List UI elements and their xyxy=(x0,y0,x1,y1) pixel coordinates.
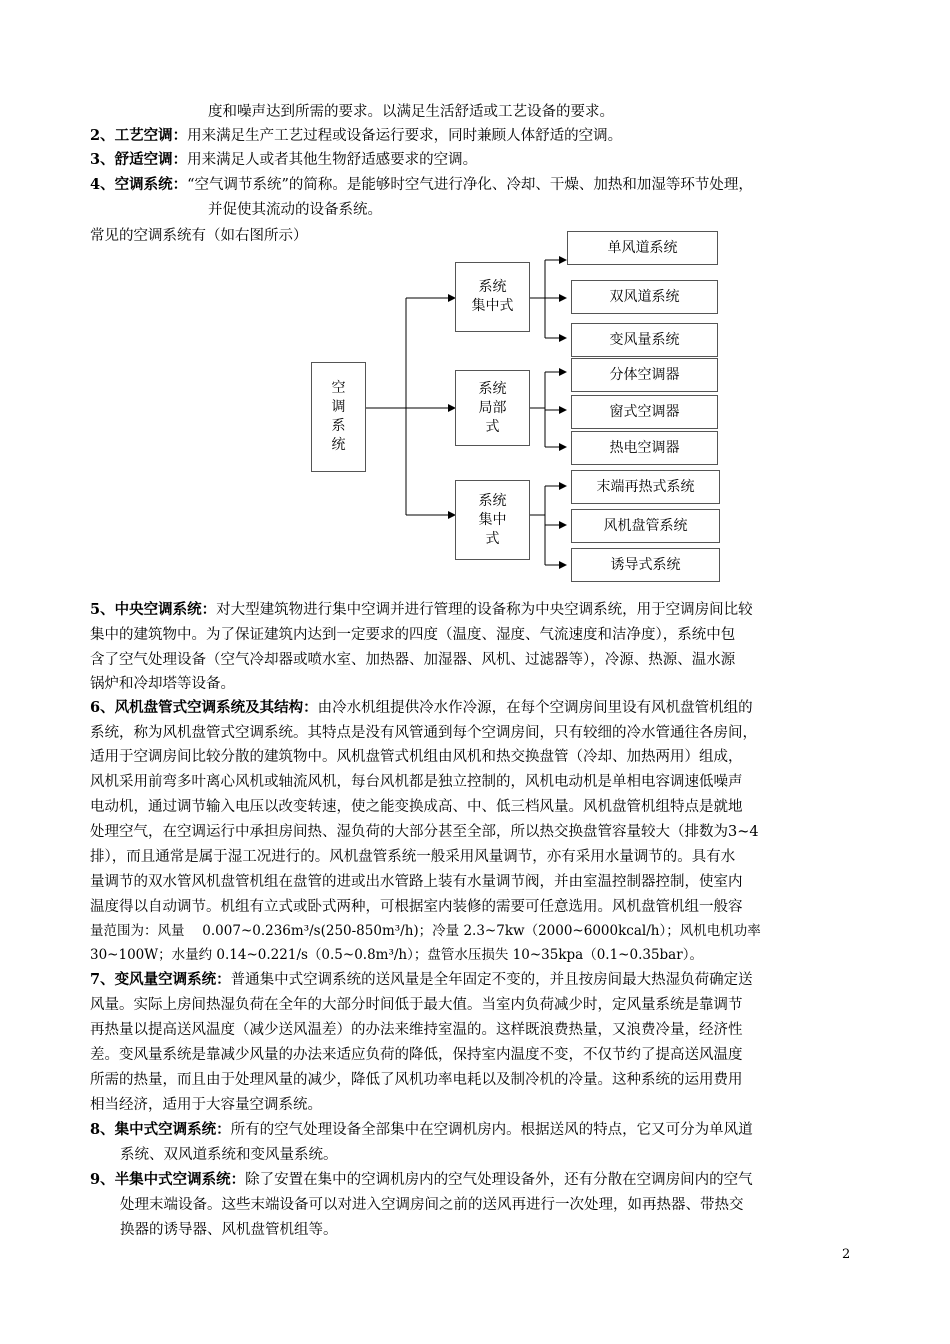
paragraph-6-line: 量调节的双水管风机盘管机组在盘管的进或出水管路上装有水量调节阀，并由室温控制器控制，使室内 xyxy=(90,874,743,890)
root-char: 系 xyxy=(331,418,346,434)
paragraph-9-line xyxy=(90,1170,753,1190)
paragraph-6-line: 风机采用前弯多叶离心风机或轴流风机，每台风机都是独立控制的，风机电动机是单相电容调速低噪声 xyxy=(90,774,743,790)
paragraph-9-line: 换器的诱导器、风机盘管机组等。 xyxy=(120,1222,338,1238)
text-line: 并促使其流动的设备系统。 xyxy=(208,202,382,218)
diagram-group-box xyxy=(455,262,530,332)
paragraph-7-line: 所需的热量，而且由于处理风量的减少，降低了风机功率电耗以及制冷机的冷量。这种系统的运用费用 xyxy=(90,1072,743,1088)
diagram-item-box: 分体空调器 xyxy=(571,358,718,392)
paragraph-7-line: 风量。实际上房间热湿负荷在全年的大部分时间低于最大值。当室内负荷减少时，定风量系统是靠调节 xyxy=(90,997,743,1013)
paragraph-7-line: 相当经济，适用于大容量空调系统。 xyxy=(90,1097,322,1113)
group-label: 系统 xyxy=(478,492,507,509)
term: 5、中央空调系统： xyxy=(90,601,217,618)
term: 9、半集中式空调系统： xyxy=(90,1171,246,1188)
paragraph-6-line: 30~100W；水量约 0.14~0.221/s（0.5~0.8m³/h）；盘管水压损失 10~35kpa（0.1~0.35bar）。 xyxy=(90,947,703,963)
paragraph-5-line xyxy=(90,600,753,620)
diagram-item-box: 窗式空调器 xyxy=(571,395,718,429)
term: 4、空调系统： xyxy=(90,176,188,193)
root-char: 统 xyxy=(331,437,346,453)
paragraph-6-line: 系统，称为风机盘管式空调系统。其特点是没有风管通到每个空调房间，只有较细的冷水管通往各房间， xyxy=(90,725,757,741)
diagram-item-box: 双风道系统 xyxy=(571,280,718,314)
group-label: 集中 xyxy=(478,511,507,528)
paragraph-5-line: 锅炉和冷却塔等设备。 xyxy=(90,676,235,692)
term: 8、集中式空调系统： xyxy=(90,1121,231,1138)
diagram-item-box: 诱导式系统 xyxy=(571,548,720,582)
diagram-item-box: 变风量系统 xyxy=(571,323,718,357)
paragraph-6-line: 处理空气，在空调运行中承担房间热、湿负荷的大部分甚至全部，所以热交换盘管容量较大（排数为3~4 xyxy=(90,824,759,840)
group-label: 局部 xyxy=(478,399,507,416)
term: 3、舒适空调： xyxy=(90,151,188,168)
diagram-item-box: 风机盘管系统 xyxy=(571,509,720,543)
diagram-item-box: 单风道系统 xyxy=(567,231,718,265)
paragraph-text: 由冷水机组提供冷水作冷源，在每个空调房间里设有风机盘管机组的 xyxy=(317,700,753,716)
paragraph-6-line xyxy=(90,698,753,718)
paragraph-6-line: 排），而且通常是属于湿工况进行的。风机盘管系统一般采用风量调节，亦有采用水量调节的。具有水 xyxy=(90,849,736,865)
page-number: 2 xyxy=(842,1247,851,1262)
group-label: 集中式 xyxy=(471,298,514,314)
paragraph-text: 对大型建筑物进行集中空调并进行管理的设备称为中央空调系统，用于空调房间比较 xyxy=(216,602,753,618)
paragraph-text: 所有的空气处理设备全部集中在空调机房内。根据送风的特点，它又可分为单风道 xyxy=(230,1122,753,1138)
root-char: 调 xyxy=(331,399,346,415)
paragraph-8-line xyxy=(90,1120,753,1140)
paragraph-8-line: 系统、双风道系统和变风量系统。 xyxy=(120,1147,338,1163)
paragraph-7-line: 差。变风量系统是靠减少风量的办法来适应负荷的降低，保持室内温度不变，不仅节约了提高送风温度 xyxy=(90,1047,743,1063)
root-char: 空 xyxy=(331,380,346,396)
paragraph-6-line: 温度得以自动调节。机组有立式或卧式两种，可根据室内装修的需要可任意选用。风机盘管机组一般容 xyxy=(90,899,743,915)
definition-text: “空气调节系统”的简称。是能够时空气进行净化、冷却、干燥、加热和加湿等环节处理， xyxy=(187,177,753,193)
definition-text: 用来满足人或者其他生物舒适感要求的空调。 xyxy=(187,152,478,168)
diagram-caption: 常见的空调系统有（如右图所示） xyxy=(90,228,308,244)
paragraph-6-line: 电动机，通过调节输入电压以改变转速，使之能变换成高、中、低三档风量。风机盘管机组特点是就地 xyxy=(90,799,743,815)
paragraph-text: 除了安置在集中的空调机房内的空气处理设备外，还有分散在空调房间内的空气 xyxy=(245,1172,753,1188)
paragraph-text: 普通集中式空调系统的送风量是全年固定不变的，并且按房间最大热湿负荷确定送 xyxy=(230,972,753,988)
term: 2、工艺空调： xyxy=(90,127,188,144)
term: 7、变风量空调系统： xyxy=(90,971,231,988)
diagram-item-box: 热电空调器 xyxy=(571,431,718,465)
group-label: 式 xyxy=(485,418,500,435)
diagram-group-box xyxy=(455,480,530,560)
group-label: 系统 xyxy=(478,279,507,295)
group-label: 系统 xyxy=(478,380,507,397)
diagram-group-box xyxy=(455,370,530,446)
paragraph-6-line: 适用于空调房间比较分散的建筑物中。风机盘管式机组由风机和热交换盘管（冷却、加热两用）组成， xyxy=(90,749,743,765)
definition-text: 用来满足生产工艺过程或设备运行要求，同时兼顾人体舒适的空调。 xyxy=(187,128,623,144)
paragraph-7-line xyxy=(90,970,753,990)
term: 6、风机盘管式空调系统及其结构： xyxy=(90,699,318,716)
text-line: 度和噪声达到所需的要求。以满足生活舒适或工艺设备的要求。 xyxy=(208,104,614,120)
paragraph-5-line: 含了空气处理设备（空气冷却器或喷水室、加热器、加湿器、风机、过滤器等），冷源、热源、温水源 xyxy=(90,652,736,668)
paragraph-6-line: 量范围为：风量 0.007~0.236m³/s(250-850m³/h)；冷量 2.3~7kw（2000~6000kcal/h）；风机电机功率 xyxy=(90,923,761,939)
paragraph-9-line: 处理末端设备。这些末端设备可以对进入空调房间之前的送风再进行一次处理，如再热器、带热交 xyxy=(120,1197,744,1213)
paragraph-5-line: 集中的建筑物中。为了保证建筑内达到一定要求的四度（温度、湿度、气流速度和洁净度），系统中包 xyxy=(90,627,736,643)
diagram-item-box: 末端再热式系统 xyxy=(571,470,720,504)
paragraph-7-line: 再热量以提高送风温度（减少送风温差）的办法来维持室温的。这样既浪费热量，又浪费冷量，经济性 xyxy=(90,1022,743,1038)
group-label: 式 xyxy=(485,530,500,547)
diagram-root-box xyxy=(311,362,366,472)
